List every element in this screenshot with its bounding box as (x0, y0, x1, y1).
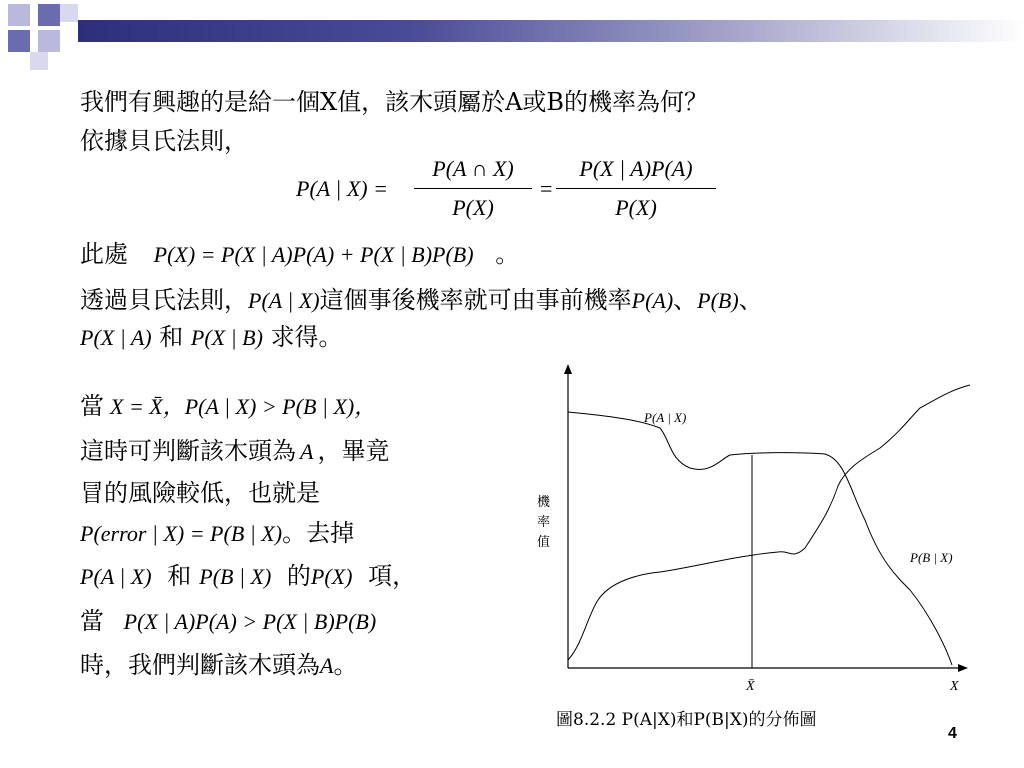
x-axis-label: X (950, 679, 959, 694)
when-text-2: ，畢竟 (317, 437, 390, 465)
when-line-1 (80, 392, 376, 421)
bayes-equals: = (540, 176, 553, 201)
bayes-fraction-2 (556, 156, 716, 221)
through-sep-2: 、 (738, 286, 763, 314)
curve-b-label: P(B | X) (910, 550, 953, 565)
when-error-formula: P(error | X) = P(B | X) (80, 521, 283, 546)
through-pb: P(B) (697, 288, 739, 313)
through-text-3: 求得。 (270, 323, 343, 351)
fraction-bar-1 (414, 188, 532, 189)
y-label-char-3: 值 (537, 535, 551, 550)
when-prefix: 當 (80, 392, 104, 420)
fraction-bar-2 (556, 188, 716, 189)
through-line-2 (80, 323, 343, 352)
when-pax: P(A | X) (80, 564, 152, 589)
through-and: 和 (159, 323, 184, 351)
when-decision-formula: P(X | A)P(A) > P(X | B)P(B) (123, 609, 377, 634)
through-posterior: P(A | X) (248, 288, 320, 313)
header-square-6 (30, 52, 48, 70)
when-and: 和 (167, 562, 192, 590)
through-line-1 (80, 286, 763, 315)
bayes-lhs: P(A | X) = (296, 176, 388, 201)
when-a-1: A (300, 439, 314, 464)
header-square-4 (8, 30, 30, 52)
y-label-char-2: 率 (537, 515, 551, 530)
y-label-char-1: 機 (537, 495, 551, 510)
when-line-6 (80, 607, 376, 636)
here-prefix: 此處 (80, 240, 128, 268)
when-term: 項， (368, 562, 417, 590)
bayes-denominator-1: P(X) (452, 195, 494, 220)
here-line (80, 240, 519, 269)
when-of: 的 (286, 562, 311, 590)
figure-caption: 圖8.2.2 P(A|X)和P(B|X)的分佈圖 (556, 710, 817, 730)
curve-p-a-given-x (568, 412, 952, 665)
probability-figure (520, 360, 980, 700)
question-line: 我們有興趣的是給一個X值，該木頭屬於A或B的機率為何？ (80, 88, 709, 116)
when-line-4 (80, 519, 354, 548)
through-sep-1: 、 (673, 286, 698, 314)
here-suffix: 。 (495, 240, 520, 268)
x-axis-arrow (958, 664, 968, 672)
when-text-3: 。去掉 (282, 519, 355, 547)
when-text-1: 這時可判斷該木頭為 (80, 437, 296, 465)
when-text-4: 時，我們判斷該木頭為 (80, 651, 320, 679)
when-a-2: A (320, 653, 334, 678)
here-formula: P(X) = P(X | A)P(A) + P(X | B)P(B) (153, 242, 474, 267)
when-prefix-2: 當 (80, 607, 104, 635)
when-condition: X = X̄，P(A | X) > P(B | X)， (110, 394, 377, 419)
through-pa: P(A) (631, 288, 674, 313)
when-line-2 (80, 437, 389, 466)
bayes-denominator-2: P(X) (615, 195, 657, 220)
when-text-5: 。 (333, 651, 358, 679)
curve-p-b-given-x (568, 385, 970, 660)
when-px: P(X) (310, 564, 353, 589)
curve-a-label: P(A | X) (644, 410, 687, 425)
when-line-5 (80, 562, 416, 591)
header-square-1 (8, 4, 30, 26)
header-square-5 (38, 30, 60, 52)
bayes-intro-line: 依據貝氏法則， (80, 127, 248, 155)
bayes-fraction-1 (414, 156, 532, 221)
through-text-1: 透過貝氏法則， (80, 286, 248, 314)
page-number: 4 (948, 725, 957, 742)
when-pbx: P(B | X) (199, 564, 272, 589)
bayes-numerator-2: P(X | A)P(A) (579, 156, 693, 181)
through-text-2: 這個事後機率就可由事前機率 (319, 286, 632, 314)
through-pxa: P(X | A) (80, 325, 152, 350)
header-square-2 (38, 4, 60, 26)
header-square-3 (60, 4, 78, 22)
y-axis-arrow (564, 364, 572, 374)
when-line-7 (80, 651, 357, 680)
bayes-numerator-1: P(A ∩ X) (432, 156, 514, 181)
header-gradient-bar (78, 20, 1024, 42)
x-bar-tick-label: X̄ (746, 679, 755, 694)
through-pxb: P(X | B) (190, 325, 263, 350)
when-line-3: 冒的風險較低，也就是 (80, 479, 320, 507)
